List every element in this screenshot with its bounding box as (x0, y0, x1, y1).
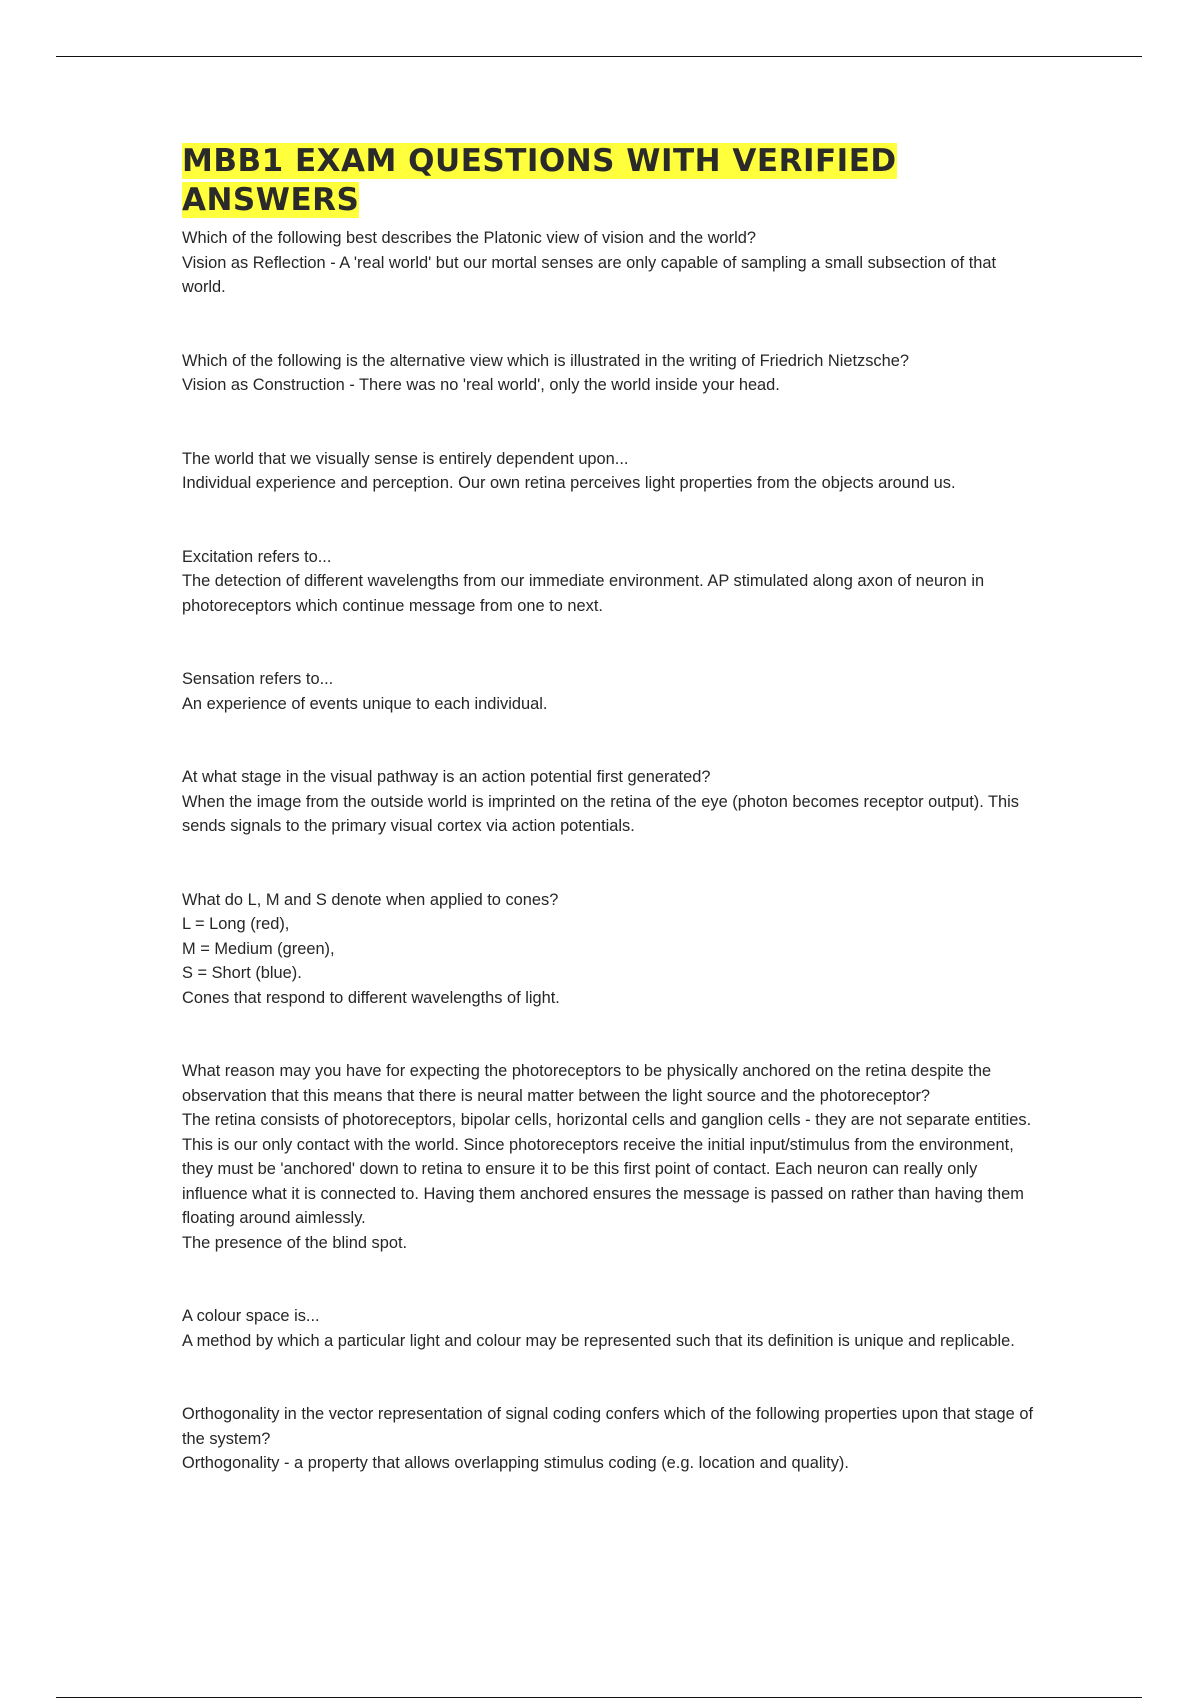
question-text: What reason may you have for expecting the photoreceptors to be physically anchored on the retina despite the observation that this means that there is neural matter between the light source and the photoreceptor? (182, 1062, 992, 1105)
answer-text: The detection of different wavelengths from our immediate environment. AP stimulated along axon of neuron in photoreceptors which continue message from one to next. (182, 572, 985, 615)
document-body (182, 142, 1042, 1525)
qa-item-7 (182, 888, 1042, 1011)
question-text: Which of the following is the alternative view which is illustrated in the writing of Friedrich Nietzsche? (182, 351, 909, 370)
question-text: What do L, M and S denote when applied to cones? (182, 890, 559, 909)
answer-text: Vision as Construction - There was no 'real world', only the world inside your head. (182, 376, 780, 394)
document-title (182, 142, 1042, 220)
qa-item-5 (182, 667, 1042, 716)
question-text: Which of the following best describes the Platonic view of vision and the world? (182, 229, 756, 247)
qa-item-2 (182, 349, 1042, 398)
question-text: Orthogonality in the vector representation of signal coding confers which of the following properties upon that stage of the system? (182, 1405, 1034, 1448)
title-line-1: MBB1 EXAM QUESTIONS WITH VERIFIED (182, 143, 897, 179)
question-text: The world that we visually sense is entirely dependent upon... (182, 449, 629, 468)
page-top-rule (56, 56, 1142, 57)
page-bottom-rule (56, 1697, 1142, 1698)
answer-text: An experience of events unique to each individual. (182, 694, 548, 713)
title-line-2: ANSWERS (182, 182, 360, 218)
qa-item-8 (182, 1059, 1042, 1255)
answer-text: Orthogonality - a property that allows overlapping stimulus coding (e.g. location and quality). (182, 1454, 849, 1472)
answer-text: A method by which a particular light and colour may be represented such that its definition is unique and replicable. (182, 1331, 1015, 1350)
answer-text: Individual experience and perception. Our own retina perceives light properties from the objects around us. (182, 474, 956, 492)
qa-item-10 (182, 1402, 1042, 1476)
qa-item-6 (182, 765, 1042, 839)
question-text: A colour space is... (182, 1307, 320, 1325)
question-text: At what stage in the visual pathway is an action potential first generated? (182, 768, 711, 786)
answer-text: The retina consists of photoreceptors, bipolar cells, horizontal cells and ganglion cells - they are not separate entities. This is our only contact with the world. Since photoreceptors receive the initial input/stimulus from the environment, they must be 'anchored' down to retina to ensure it to be this first point of contact. Each neuron can really only influence what it is connected to. Having them anchored ensures the message is passed on rather than having them floating around aimlessly. The presence of the blind spot. (182, 1111, 1032, 1252)
question-text: Sensation refers to... (182, 670, 334, 688)
question-text: Excitation refers to... (182, 547, 332, 566)
qa-item-1 (182, 226, 1042, 300)
answer-text: Vision as Reflection - A 'real world' but our mortal senses are only capable of sampling a small subsection of that world. (182, 253, 997, 296)
answer-text: When the image from the outside world is imprinted on the retina of the eye (photon becomes receptor output). This sends signals to the primary visual cortex via action potentials. (182, 792, 1019, 835)
answer-text: L = Long (red), M = Medium (green), S = Short (blue). Cones that respond to different wavelengths of light. (182, 915, 560, 1007)
qa-item-3 (182, 447, 1042, 496)
qa-item-4 (182, 545, 1042, 619)
qa-item-9 (182, 1304, 1042, 1353)
